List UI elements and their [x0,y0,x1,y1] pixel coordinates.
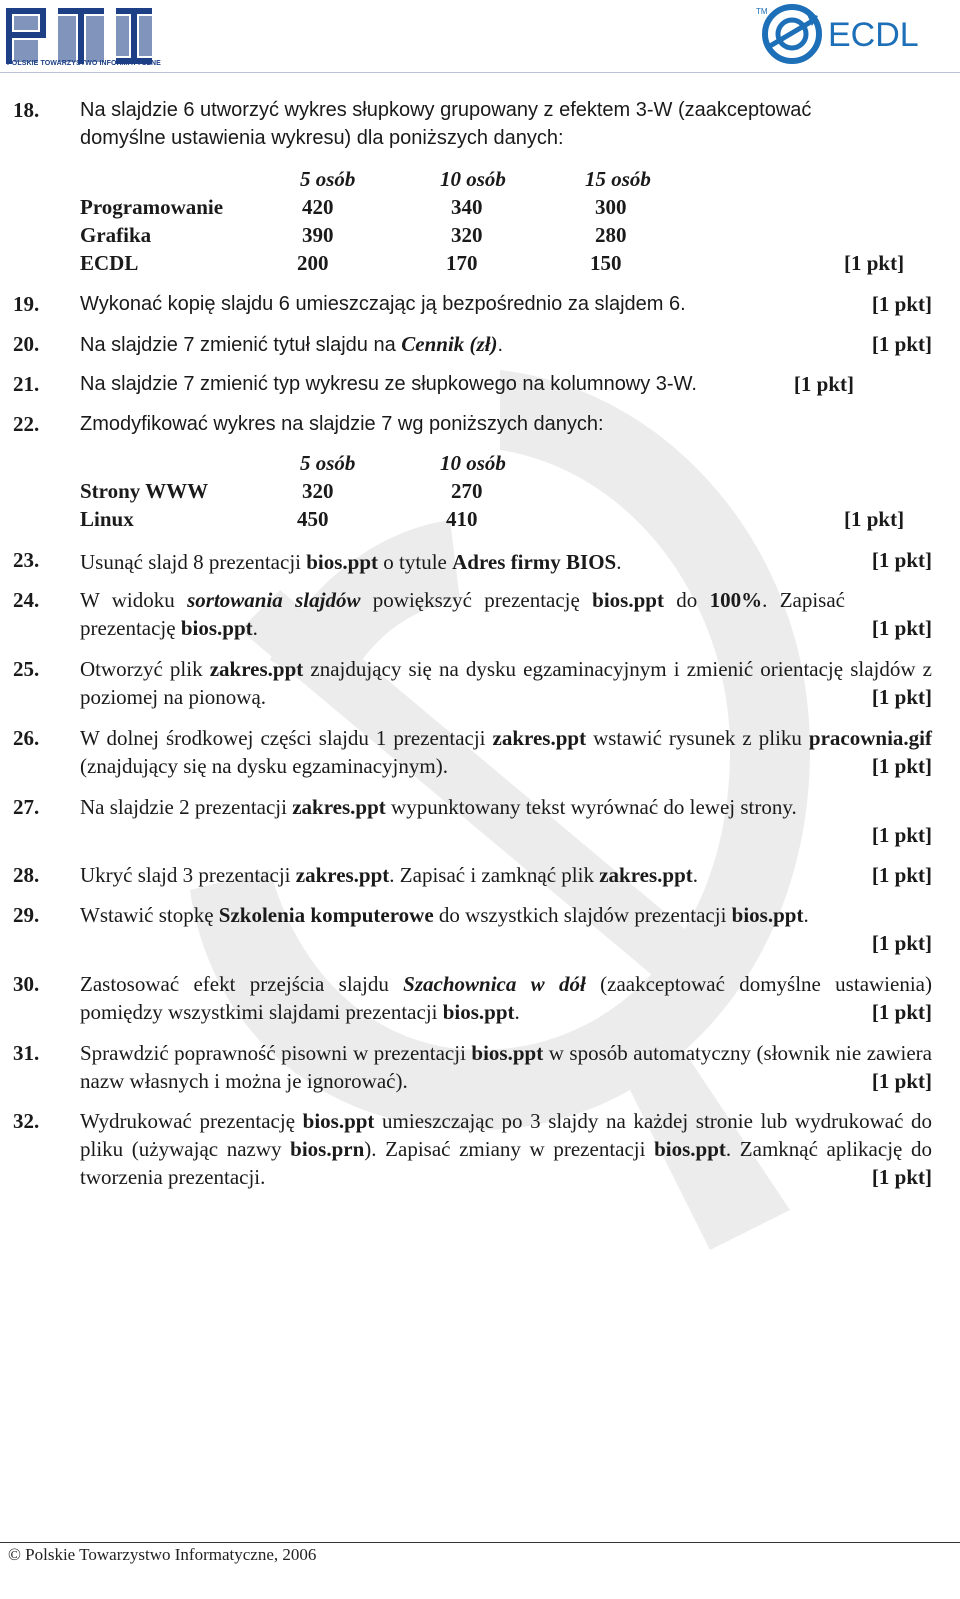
table-cell: 320 [451,223,483,247]
page-footer: © Polskie Towarzystwo Informatyczne, 2006 [8,1545,317,1564]
file-name: bios.ppt [471,1041,544,1065]
slide-title-value: Adres firmy BIOS [452,550,617,574]
table-cell: 340 [451,195,483,219]
table-cell: 270 [451,479,483,503]
ecdl-text: ECDL [828,16,919,54]
pti-caption: POLSKIE TOWARZYSTWO INFORMATYCZNE [7,60,161,67]
table-header: 5 osób [300,451,356,475]
text-run: Wstawić stopkę [80,903,219,927]
question-number: 30. [13,972,40,996]
pti-logo [6,4,156,68]
question-number: 23. [13,548,40,572]
text-run: Na slajdzie 2 prezentacji [80,795,293,819]
points-label: [1 pkt] [793,372,854,396]
page-header [0,0,960,80]
text-run: wstawić rysunek z pliku [586,726,809,750]
file-name: bios.ppt [592,588,664,612]
question-number: 25. [13,657,40,681]
file-name: bios.ppt [442,1000,515,1024]
question-text [80,96,932,152]
points-label: [1 pkt] [871,616,932,640]
points-label: [1 pkt] [871,548,932,572]
text-run: . Zapisać prezentację [80,588,845,640]
table-cell: 280 [595,223,627,247]
table-cell: 420 [302,195,334,219]
question-text [80,330,932,359]
text-run: . [803,903,809,927]
question-text-line: domyślne ustawienia wykresu) dla poniższych danych: [80,127,564,149]
table-header: 10 osób [440,451,506,475]
points-label: [1 pkt] [844,251,905,275]
table-row-label: Grafika [80,223,152,247]
table-header: 15 osób [585,167,651,191]
view-name: sortowania slajdów [187,588,361,612]
file-name: zakres.ppt [492,726,587,750]
text-run: . [616,550,622,574]
question-text-line: Na slajdzie 6 utworzyć wykres słupkowy grupowany z efektem 3-W (zaakceptować [80,99,812,121]
table-cell: 150 [590,251,622,275]
question-text [80,724,932,780]
text-run: wypunktowany tekst wyrównać do lewej strony. [385,795,797,819]
file-name: bios.ppt [302,1109,375,1133]
text-run: powiększyć prezentację [360,588,593,612]
points-label: [1 pkt] [871,1000,932,1024]
table-cell: 200 [297,251,329,275]
question-text: Na slajdzie 7 zmienić typ wykresu ze słupkowego na kolumnowy 3-W. [80,373,697,395]
question-text [80,970,932,1026]
question-number: 27. [13,795,40,819]
points-label: [1 pkt] [871,332,932,356]
text-run: Zastosować efekt przejścia slajdu [80,972,404,996]
table-row-label: Linux [80,507,134,531]
file-name: bios.ppt [306,550,379,574]
slide-title-value: Cennik (zł) [401,332,498,356]
question-number: 31. [13,1041,40,1065]
points-label: [1 pkt] [871,292,932,316]
file-name: pracownia.gif [808,726,932,750]
text-run: Ukryć slajd 3 prezentacji [80,863,296,887]
text-run: W dolnej środkowej części slajdu 1 prezentacji [80,726,493,750]
text-run: . [497,334,504,356]
footer-rule [0,1542,960,1543]
table-header: 5 osób [300,167,356,191]
points-label: [1 pkt] [871,1069,932,1093]
question-number: 24. [13,588,40,612]
table-cell: 450 [297,507,329,531]
text-run: (znajdujący się na dysku egzaminacyjnym). [80,754,448,778]
points-label: [1 pkt] [871,931,932,955]
question-text: Zmodyfikować wykres na slajdzie 7 wg poniższych danych: [80,413,604,435]
text-run: ). Zapisać zmiany w prezentacji [364,1137,655,1161]
text-run: . [252,616,258,640]
text-run: . Zapisać i zamknąć plik [389,863,600,887]
question-number: 32. [13,1109,40,1133]
table-row-label: ECDL [80,251,139,275]
text-run: do [663,588,710,612]
question-number: 22. [13,412,40,436]
table-cell: 170 [446,251,478,275]
text-run: (zaakceptować domyślne ustawienia) pomiędzy wszystkimi slajdami prezentacji [80,972,932,1024]
question-text [80,1039,932,1095]
points-label: [1 pkt] [871,685,932,709]
table-cell: 320 [302,479,334,503]
text-run: . [514,1000,520,1024]
points-label: [1 pkt] [844,507,905,531]
question-number: 19. [13,292,40,316]
table-row-label: Programowanie [80,195,224,219]
points-label: [1 pkt] [871,823,932,847]
question-text [80,901,932,929]
text-run: umieszczając po 3 slajdy na każdej stronie lub wydrukować do pliku (używając nazwy [80,1109,932,1161]
file-name: zakres.ppt [295,863,390,887]
zoom-value: 100% [709,588,763,612]
file-name: zakres.ppt [292,795,386,819]
table-cell: 300 [595,195,627,219]
question-number: 29. [13,903,40,927]
question-number: 20. [13,332,40,356]
points-label: [1 pkt] [871,863,932,887]
text-run: Wydrukować prezentację [80,1109,303,1133]
file-name: bios.ppt [180,616,253,640]
text-run: Usunąć slajd 8 prezentacji [80,550,307,574]
text-run: do wszystkich slajdów prezentacji [433,903,732,927]
ecdl-tm: TM [756,7,768,16]
file-name: bios.ppt [654,1137,726,1161]
text-run: . Zamknąć aplikację do tworzenia prezentacji. [80,1137,932,1189]
file-name: bios.ppt [731,903,804,927]
points-label: [1 pkt] [871,1165,932,1189]
text-run: . [692,863,699,887]
question-text [80,861,932,889]
text-run: Na slajdzie 7 zmienić tytuł slajdu na [80,334,402,356]
question-text [80,586,845,642]
transition-name: Szachownica w dół [403,972,586,996]
question-number: 21. [13,372,40,396]
question-number: 26. [13,726,40,750]
points-label: [1 pkt] [871,754,932,778]
table-header: 10 osób [440,167,506,191]
text-run: w sposób automatyczny (słownik nie zawiera nazw własnych i można je ignorować). [80,1041,932,1093]
footer-text-value: Szkolenia komputerowe [218,903,434,927]
file-name: zakres.ppt [209,657,304,681]
text-run: znajdujący się na dysku egzaminacyjnym i zmienić orientację slajdów z poziomej na pionową. [80,657,932,709]
table-row-label: Strony WWW [80,479,209,503]
question-text [80,1107,932,1191]
ecdl-logo [756,2,936,64]
question-number: 28. [13,863,40,887]
question-text [80,793,932,821]
question-text [80,655,932,711]
table-cell: 390 [302,223,334,247]
header-rule [0,72,960,73]
table-cell: 410 [446,507,478,531]
question-number: 18. [13,98,40,122]
file-name: zakres.ppt [599,863,693,887]
file-name: bios.prn [290,1137,365,1161]
text-run: Sprawdzić poprawność pisowni w prezentacji [80,1041,472,1065]
text-run: Otworzyć plik [80,657,210,681]
text-run: W widoku [80,588,188,612]
question-text [80,548,932,576]
question-text: Wykonać kopię slajdu 6 umieszczając ją bezpośrednio za slajdem 6. [80,293,686,315]
text-run: o tytule [378,550,453,574]
